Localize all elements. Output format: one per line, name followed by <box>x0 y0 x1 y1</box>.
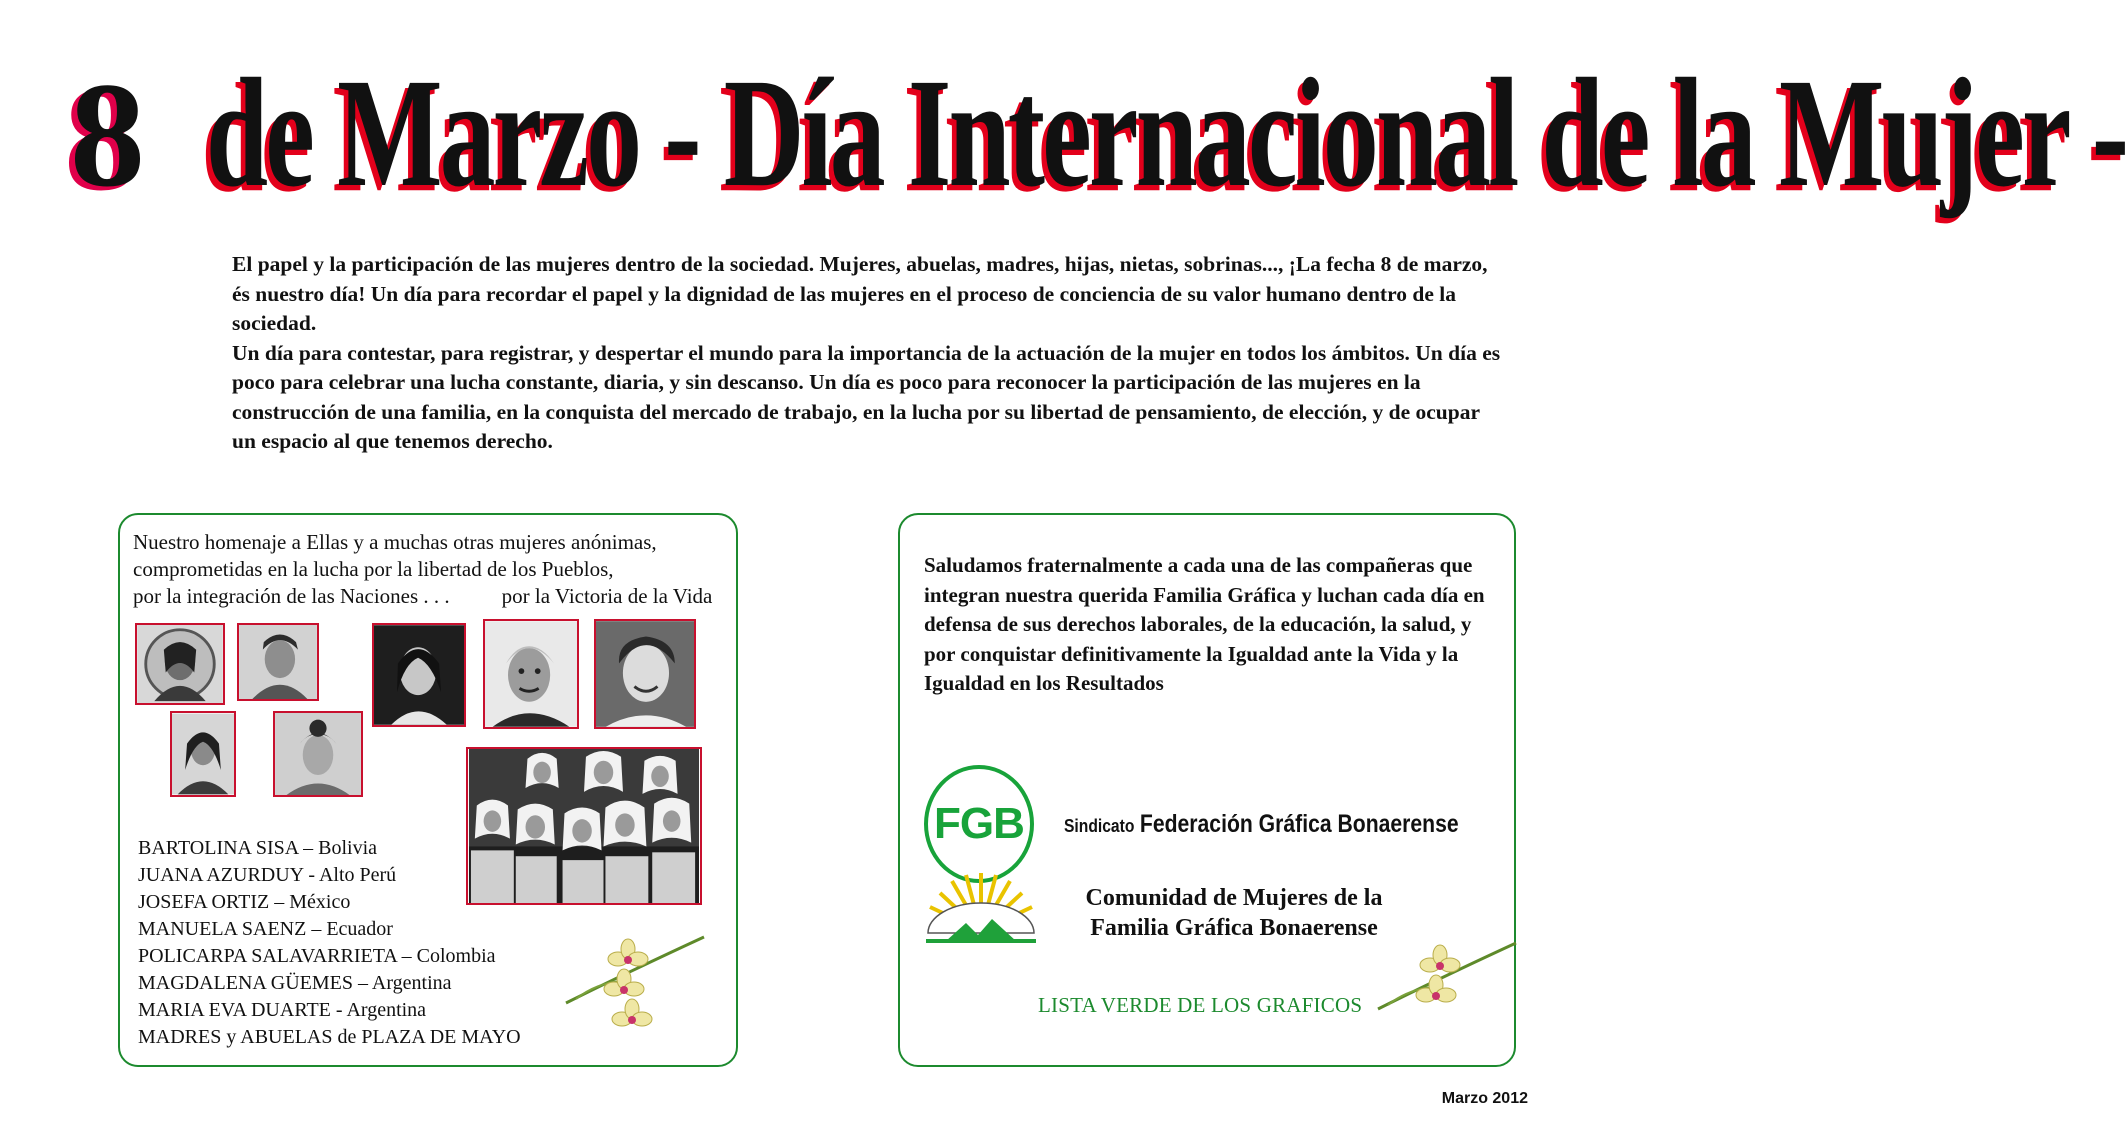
orchid-icon <box>566 933 706 1033</box>
homage-line-3b: por la Victoria de la Vida <box>501 584 713 608</box>
list-item: BARTOLINA SISA – Bolivia <box>138 837 378 859</box>
comunidad-line-2: Familia Gráfica Bonaerense <box>1090 915 1378 941</box>
homage-panel <box>118 513 738 1067</box>
fgb-logo-text: FGB <box>934 799 1024 848</box>
list-item: MADRES y ABUELAS de PLAZA DE MAYO <box>138 1026 521 1048</box>
list-item: JOSEFA ORTIZ – México <box>138 891 351 913</box>
list-item: JUANA AZURDUY - Alto Perú <box>138 864 397 886</box>
title-text: de Marzo - Día Internacional de la Mujer - <box>206 45 2126 219</box>
intro-paragraph-2: Un día para contestar, para registrar, y despertar el mundo para la importancia de la actuación de la mujer en todos los ámbitos. Un día es poco para celebrar una lucha constante, diaria, y sin descanso. Un día es poco para reconocer la participación de las mujeres en la construcción de una familia, en la conquista del mercado de trabajo, en la lucha por su libertad de pensamiento, de elección, y de ocupar un espacio al que tenemos derecho. <box>232 340 1501 453</box>
intro-text <box>232 250 1502 457</box>
portrait-josefa-ortiz <box>372 623 466 727</box>
homage-line-3 <box>133 583 733 610</box>
list-item: MAGDALENA GÜEMES – Argentina <box>138 972 452 994</box>
fgb-logo <box>924 765 1034 883</box>
greeting-panel <box>898 513 1516 1067</box>
comunidad-line-1: Comunidad de Mujeres de la <box>1085 885 1383 911</box>
intro-paragraph-1: El papel y la participación de las mujeres dentro de la sociedad. Mujeres, abuelas, madres, hijas, nietas, sobrinas..., ¡La fecha 8 de marzo, és nuestro día! Un día para recordar el papel y la dignidad de las mujeres en el proceso de conciencia de su valor humano dentro de la sociedad. <box>232 252 1488 335</box>
list-item: MANUELA SAENZ – Ecuador <box>138 918 393 940</box>
portrait-maria-eva-duarte <box>273 711 363 797</box>
list-item: POLICARPA SALAVARRIETA – Colombia <box>138 945 496 967</box>
page-title <box>60 42 2126 232</box>
comunidad-name <box>1064 883 1404 943</box>
lista-verde-label: LISTA VERDE DE LOS GRAFICOS <box>1038 993 1363 1017</box>
comunidad-sun-logo <box>922 867 1040 953</box>
date-label: Marzo 2012 <box>1441 1090 1528 1107</box>
title-number: 8 <box>70 52 145 218</box>
portrait-bartolina-sisa <box>135 623 225 705</box>
sindicato-label: Sindicato <box>1064 815 1135 837</box>
homage-line-3a: por la integración de las Naciones . . . <box>133 584 450 608</box>
sindicato-title: Federación Gráfica Bonaerense <box>1139 809 1459 838</box>
women-list <box>138 835 558 1051</box>
list-item: MARIA EVA DUARTE - Argentina <box>138 999 427 1021</box>
homage-text <box>133 529 733 610</box>
portrait-manuela-saenz <box>483 619 579 729</box>
orchid-icon <box>1378 939 1518 1039</box>
portrait-policarpa-salavarrieta <box>170 711 236 797</box>
portrait-magdalena-guemes <box>594 619 696 729</box>
portrait-juana-azurduy <box>237 623 319 701</box>
greeting-text: Saludamos fraternalmente a cada una de las compañeras que integran nuestra querida Familia Gráfica y luchan cada día en defensa de sus derechos laborales, de la educación, la salud, y por conquistar definitivamente la Igualdad ante la Vida y la Igualdad en los Resultados <box>924 553 1485 695</box>
sindicato-name <box>1064 809 1459 839</box>
homage-line-1: Nuestro homenaje a Ellas y a muchas otras mujeres anónimas, <box>133 530 657 554</box>
homage-line-2: comprometidas en la lucha por la libertad de los Pueblos, <box>133 557 614 581</box>
